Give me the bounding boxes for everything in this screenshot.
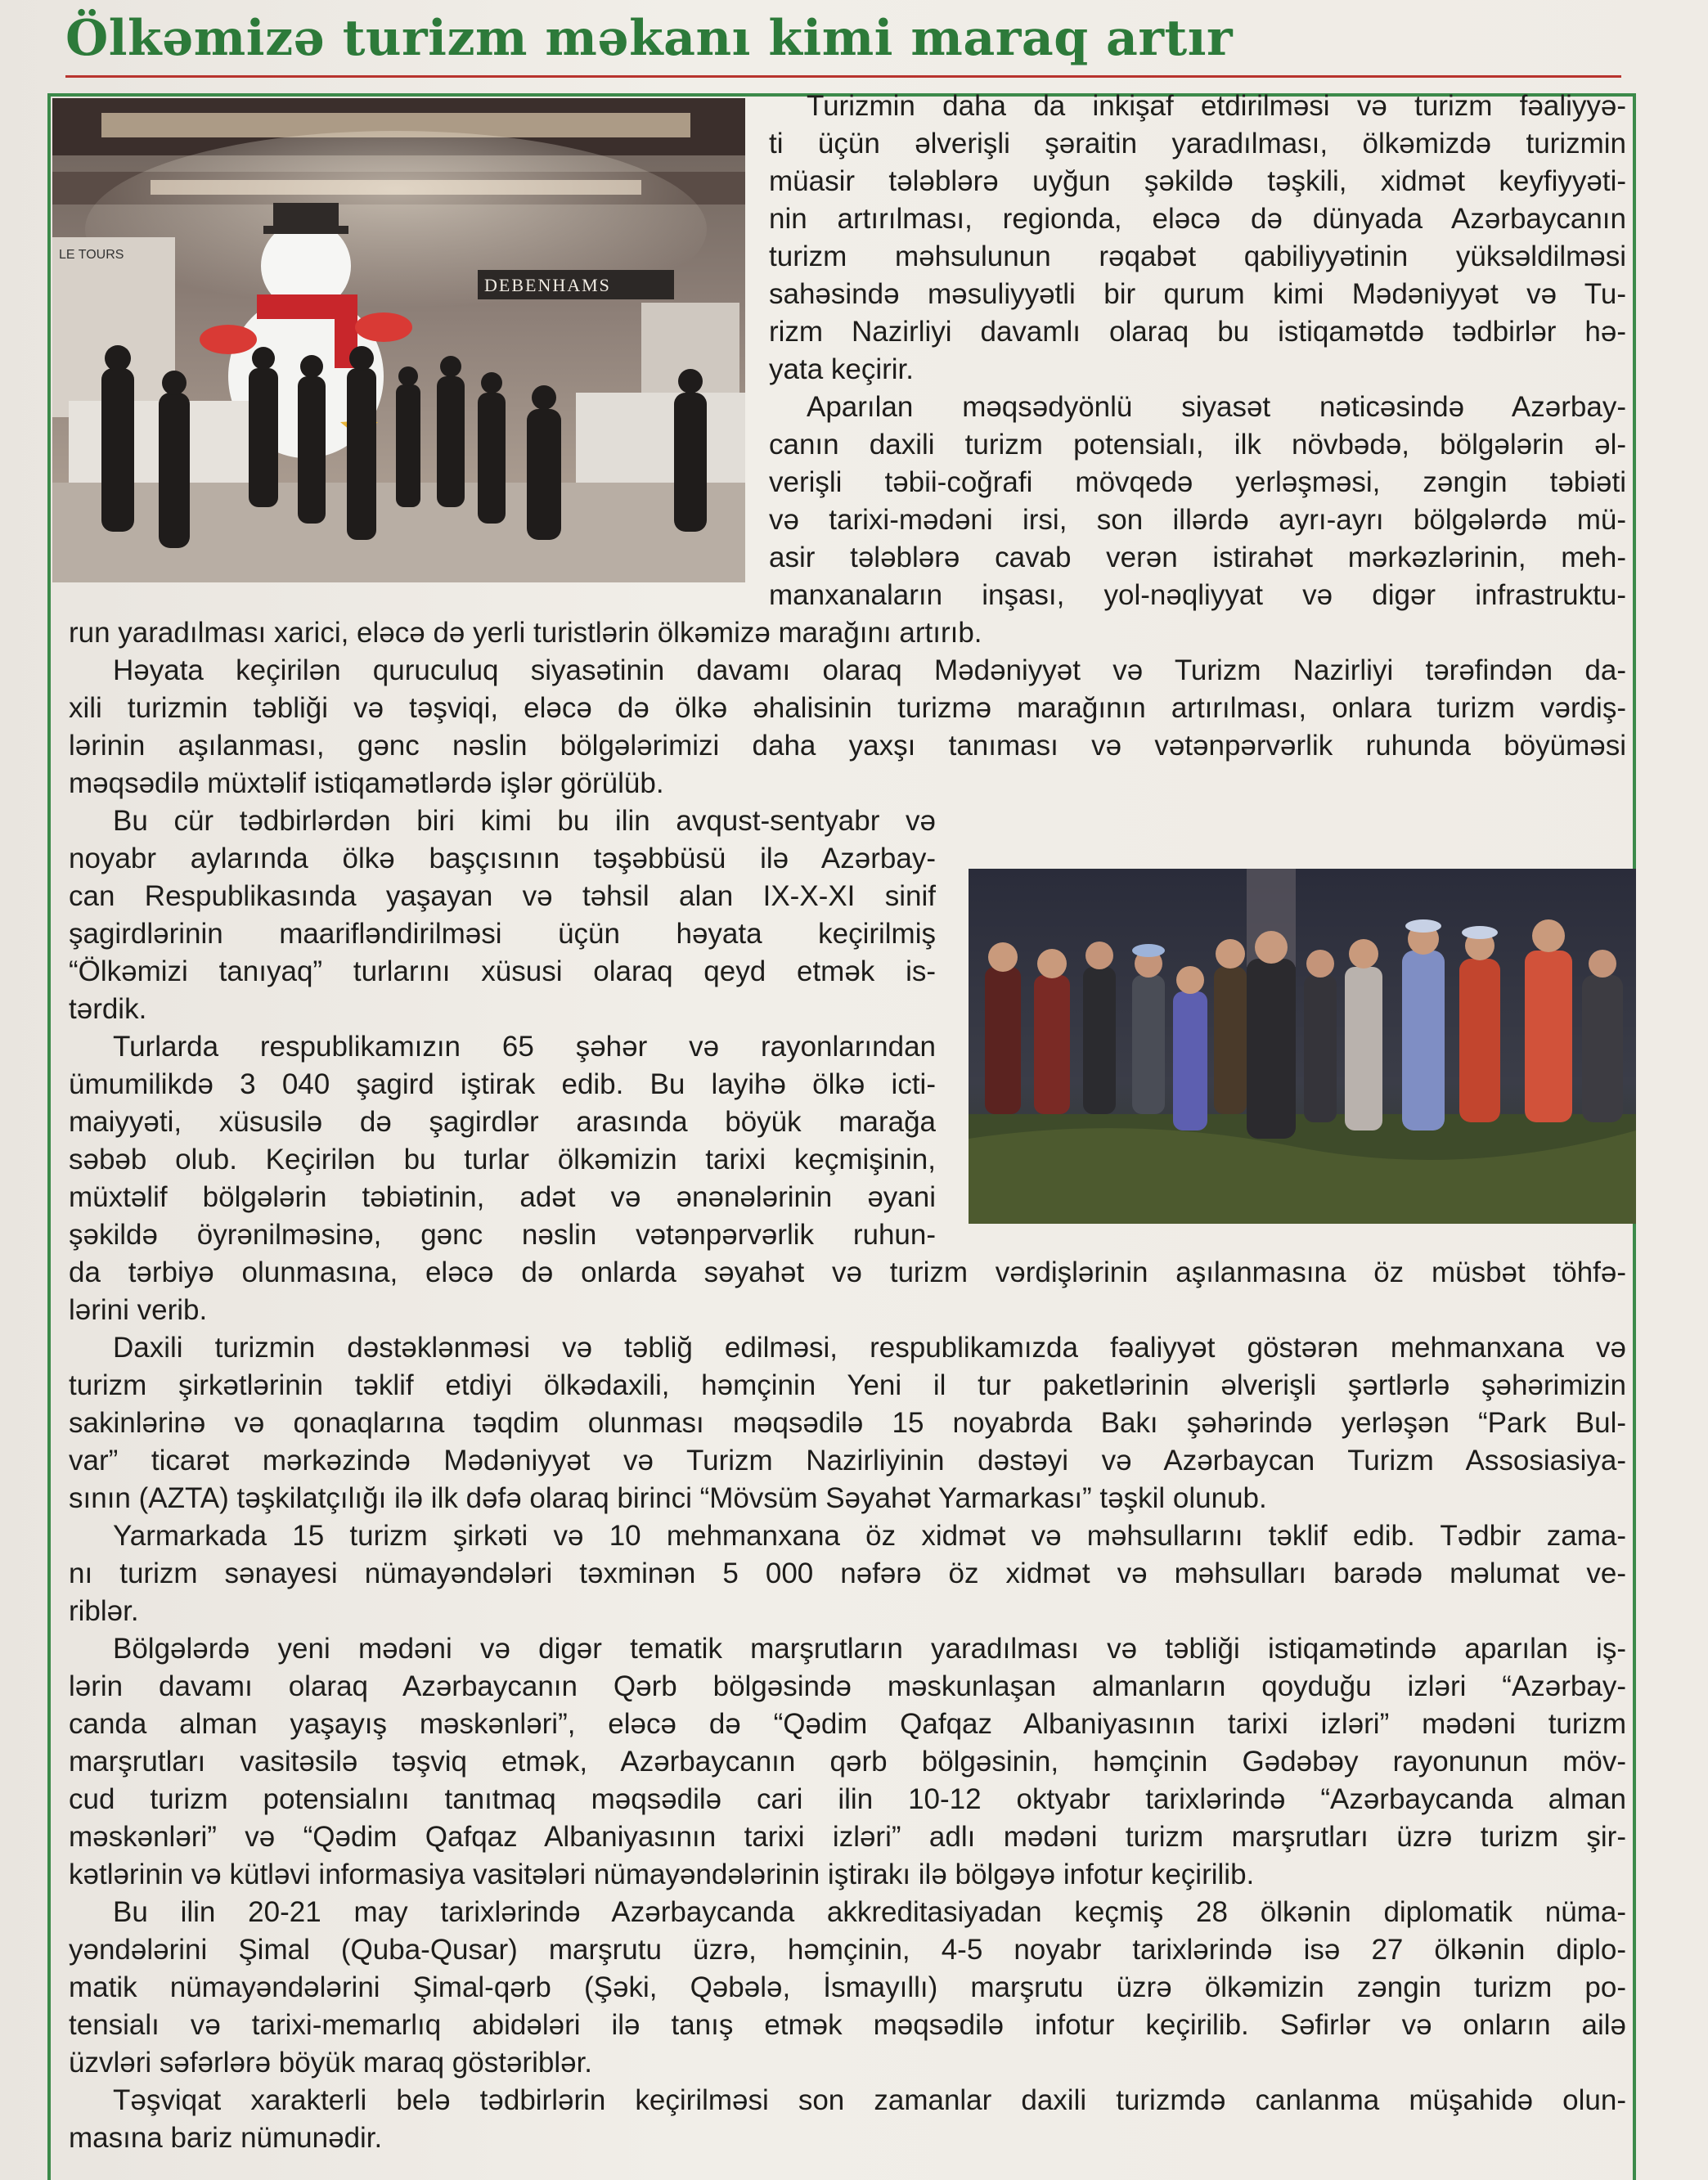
body-line: turizm məhsulunun rəqabət qabiliyyətinin yüksəldilməsi [769, 240, 1626, 272]
body-line: run yaradılması xarici, eləcə də yerli turistlərin ölkəmizə marağını artırıb. [69, 617, 982, 649]
body-line: rizm Nazirliyi davamlı olaraq bu istiqamətdə tədbirlər hə- [769, 316, 1626, 348]
body-line: yata keçirir. [769, 353, 914, 385]
body-line: canın daxili turizm potensialı, ilk növbədə, bölgələrin əl- [769, 429, 1626, 461]
body-line: lərinin aşılanması, gənc nəslin bölgələrimizi daha yaxşı tanıması və vətənpərvərlik ruhunda böyüməsi [69, 730, 1626, 762]
body-line: manxanaların inşası, yol-nəqliyyat və digər infrastruktu- [769, 579, 1626, 611]
photo-mall-fair [52, 98, 745, 582]
body-line: Həyata keçirilən quruculuq siyasətinin davamı olaraq Mədəniyyət və Turizm Nazirliyi tərəfindən da- [113, 654, 1626, 686]
body-line: noyabr aylarında ölkə başçısının təşəbbüsü ilə Azərbay- [69, 843, 936, 874]
body-line: Yarmarkada 15 turizm şirkəti və 10 mehmanxana öz xidmət və məhsullarını təklif edib. Tədbir zama- [113, 1520, 1626, 1552]
body-line: asir tələblərə cavab verən istirahət mərkəzlərinin, meh- [769, 542, 1626, 573]
body-line: ümumilikdə 3 040 şagird iştirak edib. Bu layihə ölkə icti- [69, 1068, 936, 1100]
body-line: kətlərinin və kütləvi informasiya vasitələri nümayəndələrinin iştirakı ilə bölgəyə infotur keçirilib. [69, 1859, 1255, 1890]
body-line: can Respublikasında yaşayan və təhsil alan IX-X-XI sinif [69, 880, 936, 912]
title-underline [65, 75, 1621, 78]
body-line: lərini verib. [69, 1294, 208, 1326]
body-line: və tarixi-mədəni irsi, son illərdə ayrı-ayrı bölgələrdə mü- [769, 504, 1626, 536]
body-line: ti üçün əlverişli şəraitin yaradılması, ölkəmizdə turizmin [769, 128, 1626, 160]
body-line: məskənləri” və “Qədim Qafqaz Albaniyasının tarixi izləri” adlı mədəni turizm marşrutları üzrə turizm şir- [69, 1821, 1626, 1853]
body-line: Aparılan məqsədyönlü siyasət nəticəsində Azərbay- [807, 391, 1626, 423]
body-line: maiyyəti, xüsusilə də şagirdlər arasında böyük marağa [69, 1106, 936, 1138]
body-line: nin artırılması, regionda, eləcə də dünyada Azərbaycanın [769, 203, 1626, 235]
body-line: verişli təbii-coğrafi mövqedə yerləşməsi, zəngin təbiəti [769, 466, 1626, 498]
body-line: Bölgələrdə yeni mədəni və digər tematik marşrutların yaradılması və təbliği istiqamətində aparılan iş- [113, 1633, 1626, 1665]
body-line: tərdik. [69, 993, 147, 1025]
body-line: var” ticarət mərkəzində Mədəniyyət və Turizm Nazirliyinin dəstəyi və Azərbaycan Turizm Assosiasiya- [69, 1445, 1626, 1477]
body-line: Bu ilin 20-21 may tarixlərində Azərbaycanda akkreditasiyadan keçmiş 28 ölkənin diplomatik nüma- [113, 1896, 1626, 1928]
body-line: matik nümayəndələrini Şimal-qərb (Şəki, Qəbələ, İsmayıllı) marşrutu üzrə ölkəmizin zəngin turizm po- [69, 1971, 1626, 2003]
body-line: cud turizm potensialını tanıtmaq məqsədilə cari ilin 10-12 oktyabr tarixlərində “Azərbaycanda alman [69, 1783, 1626, 1815]
body-line: “Ölkəmizi tanıyaq” turlarını xüsusi olaraq qeyd etmək is- [69, 955, 936, 987]
body-line: nı turizm sənayesi nümayəndələri təxminən 5 000 nəfərə öz xidmət və məhsulları barədə məlumat ve- [69, 1557, 1626, 1589]
body-line: tensialı və tarixi-memarlıq abidələri ilə tanış etmək məqsədilə infotur keçirilib. Səfirlər və onların ailə [69, 2009, 1626, 2041]
body-line: Daxili turizmin dəstəklənməsi və təbliğ edilməsi, respublikamızda fəaliyyət göstərən mehmanxana və [113, 1332, 1626, 1364]
body-line: səbəb olub. Keçirilən bu turlar ölkəmizin tarixi keçmişinin, [69, 1144, 936, 1175]
body-line: şagirdlərinin maarifləndirilməsi üçün həyata keçirilmiş [69, 918, 936, 950]
body-line: masına bariz nümunədir. [69, 2122, 383, 2154]
body-line: sının (AZTA) təşkilatçılığı ilə ilk dəfə olaraq birinci “Mövsüm Səyahət Yarmarkası” təşkil olunub. [69, 1482, 1267, 1514]
body-line: yəndələrini Şimal (Quba-Qusar) marşrutu üzrə, həmçinin, 4-5 noyabr tarixlərində isə 27 ölkənin diplo- [69, 1934, 1626, 1966]
body-line: sahəsində məsuliyyətli bir qurum kimi Mədəniyyət və Tu- [769, 278, 1626, 310]
body-line: sakinlərinə və qonaqlarına təqdim olunması məqsədilə 15 noyabrda Bakı şəhərində yerləşən “Park Bul- [69, 1407, 1626, 1439]
photo-pupils-tour [969, 869, 1636, 1224]
pupils-tour-image [969, 869, 1636, 1224]
body-line: turizm şirkətlərinin təklif etdiyi ölkədaxili, həmçinin Yeni il tur paketlərinin əlverişli şərtlərlə şəhərimizin [69, 1369, 1626, 1401]
body-line: Turlarda respublikamızın 65 şəhər və rayonlarından [113, 1031, 936, 1063]
body-line: müasir tələblərə uyğun şəkildə təşkili, xidmət keyfiyyəti- [769, 165, 1626, 197]
sign-le-tours: LE TOURS [59, 248, 124, 262]
body-line: canda alman yaşayış məskənləri”, eləcə də “Qədim Qafqaz Albaniyasının tarixi izləri” mədəni turizm [69, 1708, 1626, 1740]
sign-debenhams: DEBENHAMS [484, 275, 611, 295]
mall-fair-image [52, 98, 745, 582]
body-line: xili turizmin təbliği və təşviqi, eləcə də ölkə əhalisinin turizmə marağının artırılması, onlara turizm vərdiş- [69, 692, 1626, 724]
body-line: məqsədilə müxtəlif istiqamətlərdə işlər görülüb. [69, 767, 664, 799]
body-line: Bu cür tədbirlərdən biri kimi bu ilin avqust-sentyabr və [113, 805, 936, 837]
article-title: Ölkəmizə turizm məkanı kimi maraq artır [65, 10, 1234, 67]
body-line: müxtəlif bölgələrin təbiətinin, adət və ənənələrinin əyani [69, 1181, 936, 1213]
body-line: Təşviqat xarakterli belə tədbirlərin keçirilməsi son zamanlar daxili turizmdə canlanma müşahidə olun- [113, 2084, 1626, 2116]
body-line: marşrutları vasitəsilə təşviq etmək, Azərbaycanın qərb bölgəsinin, həmçinin Gədəbəy rayonunun möv- [69, 1746, 1626, 1778]
body-line: riblər. [69, 1595, 139, 1627]
body-line: lərin davamı olaraq Azərbaycanın Qərb bölgəsində məskunlaşan almanların qoyduğu izləri “Azərbay- [69, 1670, 1626, 1702]
body-line: Turizmin daha da inkişaf etdirilməsi və turizm fəaliyyə- [807, 90, 1626, 122]
body-line: şəkildə öyrənilməsinə, gənc nəslin vətənpərvərlik ruhun- [69, 1219, 936, 1251]
body-line: da tərbiyə olunmasına, eləcə də onlarda səyahət və turizm vərdişlərinin aşılanmasına öz müsbət töhfə- [69, 1256, 1626, 1288]
body-line: üzvləri səfərlərə böyük maraq göstəriblər. [69, 2047, 593, 2079]
